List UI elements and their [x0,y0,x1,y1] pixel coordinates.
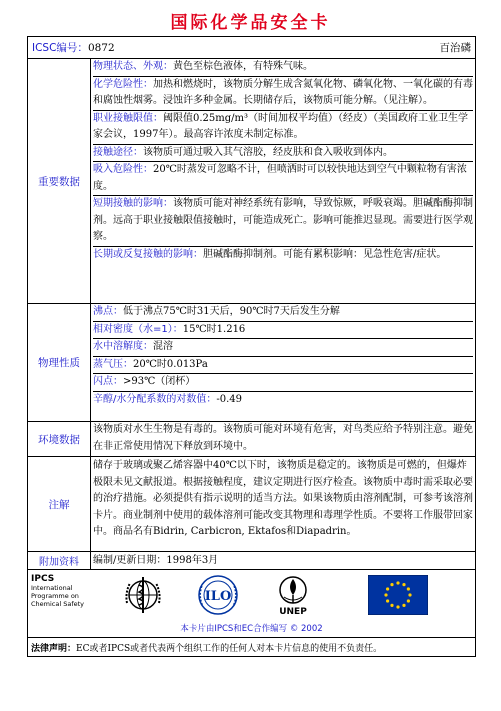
important-data-entry [93,59,473,77]
references-label: 附加资料 [28,552,91,569]
eu-star-icon [396,605,399,608]
who-emblem-icon [108,570,178,620]
legal-text: EC或者IPCS或者代表两个组织工作的任何人对本卡片信息的使用不负责任。 [76,643,383,654]
important-data-entry [93,111,473,145]
physical-properties-content [91,304,475,421]
physical-property-key: 闪点： [93,376,123,387]
important-data-entry [93,196,473,247]
eu-star-icon [390,604,393,607]
physical-properties-label: 物理性质 [28,304,91,421]
notes-section [28,457,475,552]
eu-star-icon [384,593,387,596]
references-section [28,552,475,570]
important-data-value: 加热和燃烧时，该物质分解生成含氮氧化物、磷氧化物、一氧化碳的有毒和腐蚀性烟雾。浸蚀许多种金属。长期储存后，该物质可能分解。（见注解）。 [93,78,473,106]
references-text: 编制/更新日期：1998年3月 [93,555,219,566]
eu-star-icon [402,604,405,607]
safety-card [27,36,476,657]
physical-property-value: >93℃（闭杯） [123,376,196,387]
icsc-number [32,40,115,55]
physical-property-key: 蒸气压： [93,358,133,370]
notes-label: 注解 [28,457,91,551]
chemical-name: 百治磷 [439,42,471,54]
icsc-value: 0872 [87,42,115,54]
card-title: 国际化学品安全卡 [170,13,331,33]
important-data-value: 阈限值0.25mg/m³（时间加权平均值）（经皮）（美国政府工业卫生学家会议，1997年）。最高容许浓度未制定标准。 [93,112,469,140]
important-data-value: 胆碱酯酶抑制剂。可能有累积影响：见急性危害/症状。 [203,248,447,260]
physical-property-value: 15℃时1.216 [182,323,246,335]
important-data-label: 重要数据 [28,59,91,303]
unep-emblem-icon [276,573,310,607]
logo-strip [28,570,475,620]
physical-property-entry [93,357,473,375]
eu-star-icon [386,599,389,602]
svg-text:ILO: ILO [204,589,232,604]
eu-star-icon [396,581,399,584]
physical-property-value: 低于沸点75℃时31天后，90℃时7天后发生分解 [123,306,340,317]
important-data-value: 20℃时蒸发可忽略不计，但喷洒时可以较快地达到空气中颗粒物有害浓度。 [93,164,467,192]
important-data-value: 黄色至棕色液体，有特殊气味。 [173,61,313,72]
important-data-entry [93,77,473,111]
card-header [28,37,475,59]
important-data-content [91,59,475,303]
eu-star-icon [407,599,410,602]
physical-property-value: 20℃时0.013Pa [133,358,208,370]
ipcs-logo [28,570,108,608]
legal-label: 法律声明： [31,643,77,654]
important-data-key: 职业接触限值： [93,112,163,124]
important-data-key: 长期或反复接触的影响： [93,248,203,260]
physical-property-entry [93,339,473,357]
physical-property-key: 相对密度（水=1）： [93,323,183,335]
ipcs-line-3: Chemical Safety [31,600,85,608]
important-data-key: 短期接触的影响： [93,198,173,209]
eu-star-icon [407,587,410,590]
physical-property-entry [93,304,473,322]
ilo-emblem-icon [178,570,258,620]
eu-star-icon [390,583,393,586]
environment-text: 该物质对水生生物是有毒的。该物质可能对环境有危害，对鸟类应给予特别注意。避免在非正常使用情况下释放到环境中。 [93,424,473,452]
eu-star-icon [408,593,411,596]
important-data-value: 该物质可能对神经系统有影响，导致惊厥，呼吸衰竭。胆碱酯酶抑制剂。远高于职业接触限值接触时，可能造成死亡。影响可能推迟显现。需要进行医学观察。 [93,198,473,242]
cooperation-note: 本卡片由IPCS和EC合作编写 © 2002 [180,624,323,634]
physical-property-entry [93,392,473,409]
ipcs-line-2: Programme on [31,592,79,600]
ipcs-title: IPCS [31,574,55,584]
physical-property-value: -0.49 [216,393,243,405]
physical-property-key: 水中溶解度： [93,341,153,352]
physical-property-entry [93,322,473,340]
eu-star-icon [386,587,389,590]
icsc-label: ICSC编号： [32,42,88,54]
environment-label: 环境数据 [28,422,91,456]
physical-property-key: 辛醇/水分配系数的对数值： [93,393,217,405]
physical-properties-section [28,304,475,422]
environment-section [28,422,475,457]
notes-text: 储存于玻璃或聚乙烯容器中40℃以下时，该物质是稳定的。该物质是可燃的，但爆炸极限未见文献报道。根据接触程度，建议定期进行医疗检查。该物质中毒时需采取必要的治疗措施。必须提供有指示说明的适当方法。如果该物质由溶剂配制，可参考该溶剂卡片。商业制剂中使用的载体溶剂可能改变其物理和毒理学性质。不要将工作服带回家中。商品名有Bidrin, Carbicron, Ektafos和Diapadrin。 [93,460,473,537]
important-data-key: 接触途径： [93,146,143,158]
important-data-key: 吸入危险性： [93,164,153,175]
logo-section [28,570,475,638]
important-data-entry [93,162,473,196]
unep-logo [258,570,328,620]
physical-property-entry [93,374,473,392]
eu-star-icon [402,583,405,586]
important-data-key: 化学危险性： [93,78,153,90]
important-data-entry [93,247,473,264]
important-data-key: 物理状态、外观： [93,61,173,72]
physical-property-key: 沸点： [93,306,123,317]
important-data-value: 该物质可通过吸入其气溶胶，经皮肤和食入吸收到体内。 [143,146,393,158]
important-data-section [28,59,475,304]
eu-flag-icon [328,570,468,620]
ipcs-line-1: International [31,584,73,592]
important-data-entry [93,145,473,163]
unep-label: UNEP [279,607,307,617]
legal-statement [28,638,475,656]
physical-property-value: 混溶 [153,341,173,352]
